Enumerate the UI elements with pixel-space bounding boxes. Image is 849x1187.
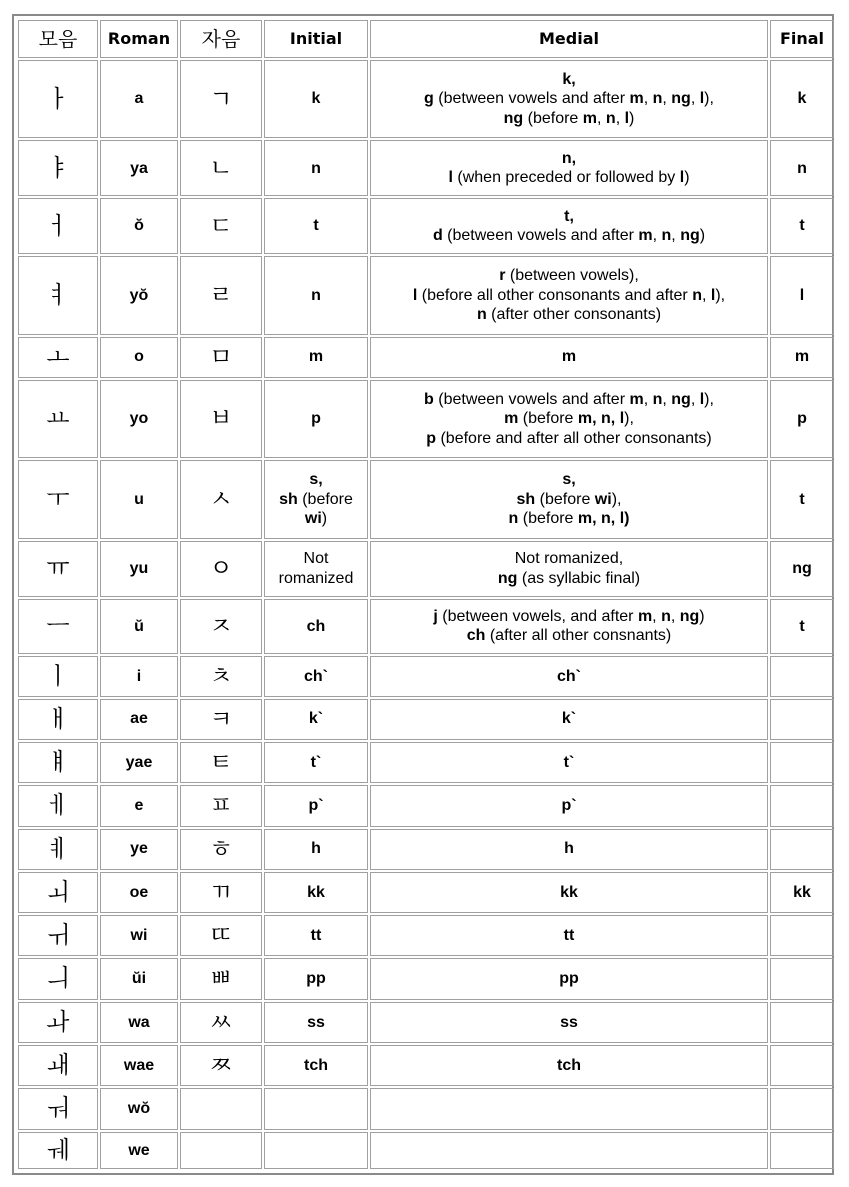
medial-line: g (between vowels and after m, n, ng, l), [424,90,714,108]
final-cell: l [770,256,834,334]
table-row [18,1045,834,1086]
consonant-cell: ㅊ [180,656,262,696]
final-cell: t [770,599,834,655]
medial-cell [370,198,768,254]
table-row [18,699,834,740]
initial-cell: tch [264,1045,368,1086]
initial-cell: p [264,380,368,458]
medial-line: tch [557,1056,581,1074]
initial-cell [264,1088,368,1129]
final-cell [770,1002,834,1043]
medial-cell [370,742,768,783]
initial-cell: t [264,198,368,254]
roman-cell: we [100,1132,178,1169]
vowel-cell: ㅖ [18,829,98,870]
consonant-cell [180,1132,262,1169]
vowel-cell: ㅡ [18,599,98,655]
consonant-cell: ㄱ [180,60,262,138]
table-row [18,656,834,696]
initial-cell: tt [264,915,368,956]
vowel-cell: ㅝ [18,1088,98,1129]
medial-line: r (between vowels), [499,266,639,284]
vowel-cell: ㅑ [18,140,98,196]
final-cell: t [770,460,834,538]
header-medial: Medial [370,20,768,58]
header-initial: Initial [264,20,368,58]
medial-cell [370,140,768,196]
medial-cell [370,1002,768,1043]
roman-cell: ŭ [100,599,178,655]
medial-line: kk [560,883,578,901]
medial-line: Not romanized, [514,550,624,568]
medial-cell [370,699,768,740]
roman-cell: wa [100,1002,178,1043]
consonant-cell: ㅈ [180,599,262,655]
final-cell [770,915,834,956]
final-cell: kk [770,872,834,913]
consonant-cell: ㅋ [180,699,262,740]
medial-cell [370,915,768,956]
vowel-cell: ㅔ [18,785,98,826]
initial-line: wi) [304,510,328,528]
consonant-cell: ㅃ [180,958,262,999]
initial-cell [264,460,368,538]
initial-cell: h [264,829,368,870]
header-row [18,20,834,58]
medial-cell [370,256,768,334]
vowel-cell: ㅢ [18,958,98,999]
final-cell: t [770,198,834,254]
table-row [18,742,834,783]
medial-line: sh (before wi), [516,490,622,508]
header-final: Final [770,20,834,58]
consonant-cell: ㅌ [180,742,262,783]
table-row [18,915,834,956]
roman-cell: u [100,460,178,538]
vowel-cell: ㅞ [18,1132,98,1169]
medial-line: t` [563,753,575,771]
final-cell [770,656,834,696]
final-cell [770,785,834,826]
roman-cell: oe [100,872,178,913]
table-row [18,460,834,538]
medial-line: pp [559,970,579,988]
vowel-cell: ㅒ [18,742,98,783]
vowel-cell: ㅕ [18,256,98,334]
medial-cell [370,872,768,913]
medial-line: ch (after all other consnants) [466,627,672,645]
initial-cell: pp [264,958,368,999]
vowel-cell: ㅘ [18,1002,98,1043]
medial-line: ch` [557,667,581,685]
roman-cell: o [100,337,178,378]
roman-cell: ŭi [100,958,178,999]
consonant-cell: ㅍ [180,785,262,826]
header-consonant: 자음 [180,20,262,58]
roman-cell: yŏ [100,256,178,334]
medial-line: h [564,840,574,858]
medial-cell [370,541,768,597]
vowel-cell: ㅜ [18,460,98,538]
initial-cell: n [264,140,368,196]
medial-line: ng (as syllabic final) [497,569,641,587]
consonant-cell: ㅅ [180,460,262,538]
final-cell [770,1132,834,1169]
table-row [18,785,834,826]
vowel-cell: ㅣ [18,656,98,696]
roman-cell: ye [100,829,178,870]
initial-cell: m [264,337,368,378]
consonant-cell: ㄲ [180,872,262,913]
initial-cell: k [264,60,368,138]
medial-line: k` [561,710,577,728]
medial-line: p` [561,797,577,815]
vowel-cell: ㅏ [18,60,98,138]
roman-cell: ae [100,699,178,740]
initial-cell: p` [264,785,368,826]
romanization-table [16,18,836,1171]
medial-cell [370,1088,768,1129]
medial-line: t, [564,207,574,225]
initial-cell: ss [264,1002,368,1043]
vowel-cell: ㅙ [18,1045,98,1086]
medial-cell [370,60,768,138]
consonant-cell: ㅆ [180,1002,262,1043]
consonant-cell: ㄸ [180,915,262,956]
consonant-cell [180,1088,262,1129]
final-cell [770,1088,834,1129]
initial-cell: t` [264,742,368,783]
consonant-cell: ㅉ [180,1045,262,1086]
consonant-cell: ㅂ [180,380,262,458]
roman-cell: a [100,60,178,138]
table-row [18,872,834,913]
final-cell [770,829,834,870]
consonant-cell: ㅁ [180,337,262,378]
table-row [18,256,834,334]
table-row [18,198,834,254]
final-cell [770,1045,834,1086]
medial-cell [370,599,768,655]
initial-cell: n [264,256,368,334]
table-row [18,1002,834,1043]
medial-line: j (between vowels, and after m, n, ng) [433,607,705,625]
initial-cell: ch [264,599,368,655]
vowel-cell: ㅚ [18,872,98,913]
roman-cell: yo [100,380,178,458]
initial-line: romanized [278,569,354,587]
roman-cell: ya [100,140,178,196]
medial-cell [370,1132,768,1169]
roman-cell: wi [100,915,178,956]
consonant-cell: ㅎ [180,829,262,870]
medial-line: tt [563,927,575,945]
final-cell: k [770,60,834,138]
medial-line: n (after other consonants) [476,306,662,324]
roman-cell: e [100,785,178,826]
medial-line: m [561,348,577,366]
initial-line: sh (before [279,490,353,508]
vowel-cell: ㅠ [18,541,98,597]
table-row [18,599,834,655]
final-cell [770,958,834,999]
medial-line: p (before and after all other consonants) [426,429,712,447]
final-cell: n [770,140,834,196]
medial-cell [370,1045,768,1086]
final-cell [770,742,834,783]
header-roman: Roman [100,20,178,58]
header-vowel: 모음 [18,20,98,58]
table-row [18,958,834,999]
vowel-cell: ㅛ [18,380,98,458]
final-cell: m [770,337,834,378]
medial-line: l (when preceded or followed by l) [448,169,690,187]
consonant-cell: ㅇ [180,541,262,597]
medial-cell [370,829,768,870]
table-body [18,60,834,1169]
consonant-cell: ㄷ [180,198,262,254]
medial-cell [370,958,768,999]
medial-line: m (before m, n, l), [504,410,634,428]
table-row [18,1088,834,1129]
medial-line: l (before all other consonants and after n, l), [412,286,726,304]
initial-line: s, [309,471,323,489]
table-row [18,1132,834,1169]
vowel-cell: ㅟ [18,915,98,956]
medial-cell [370,337,768,378]
medial-line: s, [562,471,576,489]
final-cell: p [770,380,834,458]
medial-line: n (before m, n, l) [508,510,630,528]
initial-cell: ch` [264,656,368,696]
medial-cell [370,785,768,826]
table-row [18,140,834,196]
table-row [18,541,834,597]
initial-cell [264,1132,368,1169]
medial-cell [370,656,768,696]
table-row [18,337,834,378]
medial-cell [370,380,768,458]
medial-line: ss [560,1013,578,1031]
vowel-cell: ㅓ [18,198,98,254]
initial-cell: k` [264,699,368,740]
medial-cell [370,460,768,538]
medial-line: ng (before m, n, l) [503,110,635,127]
medial-line: n, [561,149,577,167]
initial-line: Not [303,550,329,568]
initial-cell: kk [264,872,368,913]
roman-cell: i [100,656,178,696]
table-row [18,829,834,870]
table-row [18,60,834,138]
medial-line: k, [562,70,576,88]
romanization-table-frame [12,14,834,1175]
roman-cell: wŏ [100,1088,178,1129]
medial-line: d (between vowels and after m, n, ng) [432,227,706,245]
consonant-cell: ㄴ [180,140,262,196]
final-cell [770,699,834,740]
roman-cell: yu [100,541,178,597]
vowel-cell: ㅗ [18,337,98,378]
initial-cell [264,541,368,597]
roman-cell: yae [100,742,178,783]
table-row [18,380,834,458]
roman-cell: ŏ [100,198,178,254]
consonant-cell: ㄹ [180,256,262,334]
roman-cell: wae [100,1045,178,1086]
final-cell: ng [770,541,834,597]
medial-line: b (between vowels and after m, n, ng, l), [424,390,714,408]
vowel-cell: ㅐ [18,699,98,740]
